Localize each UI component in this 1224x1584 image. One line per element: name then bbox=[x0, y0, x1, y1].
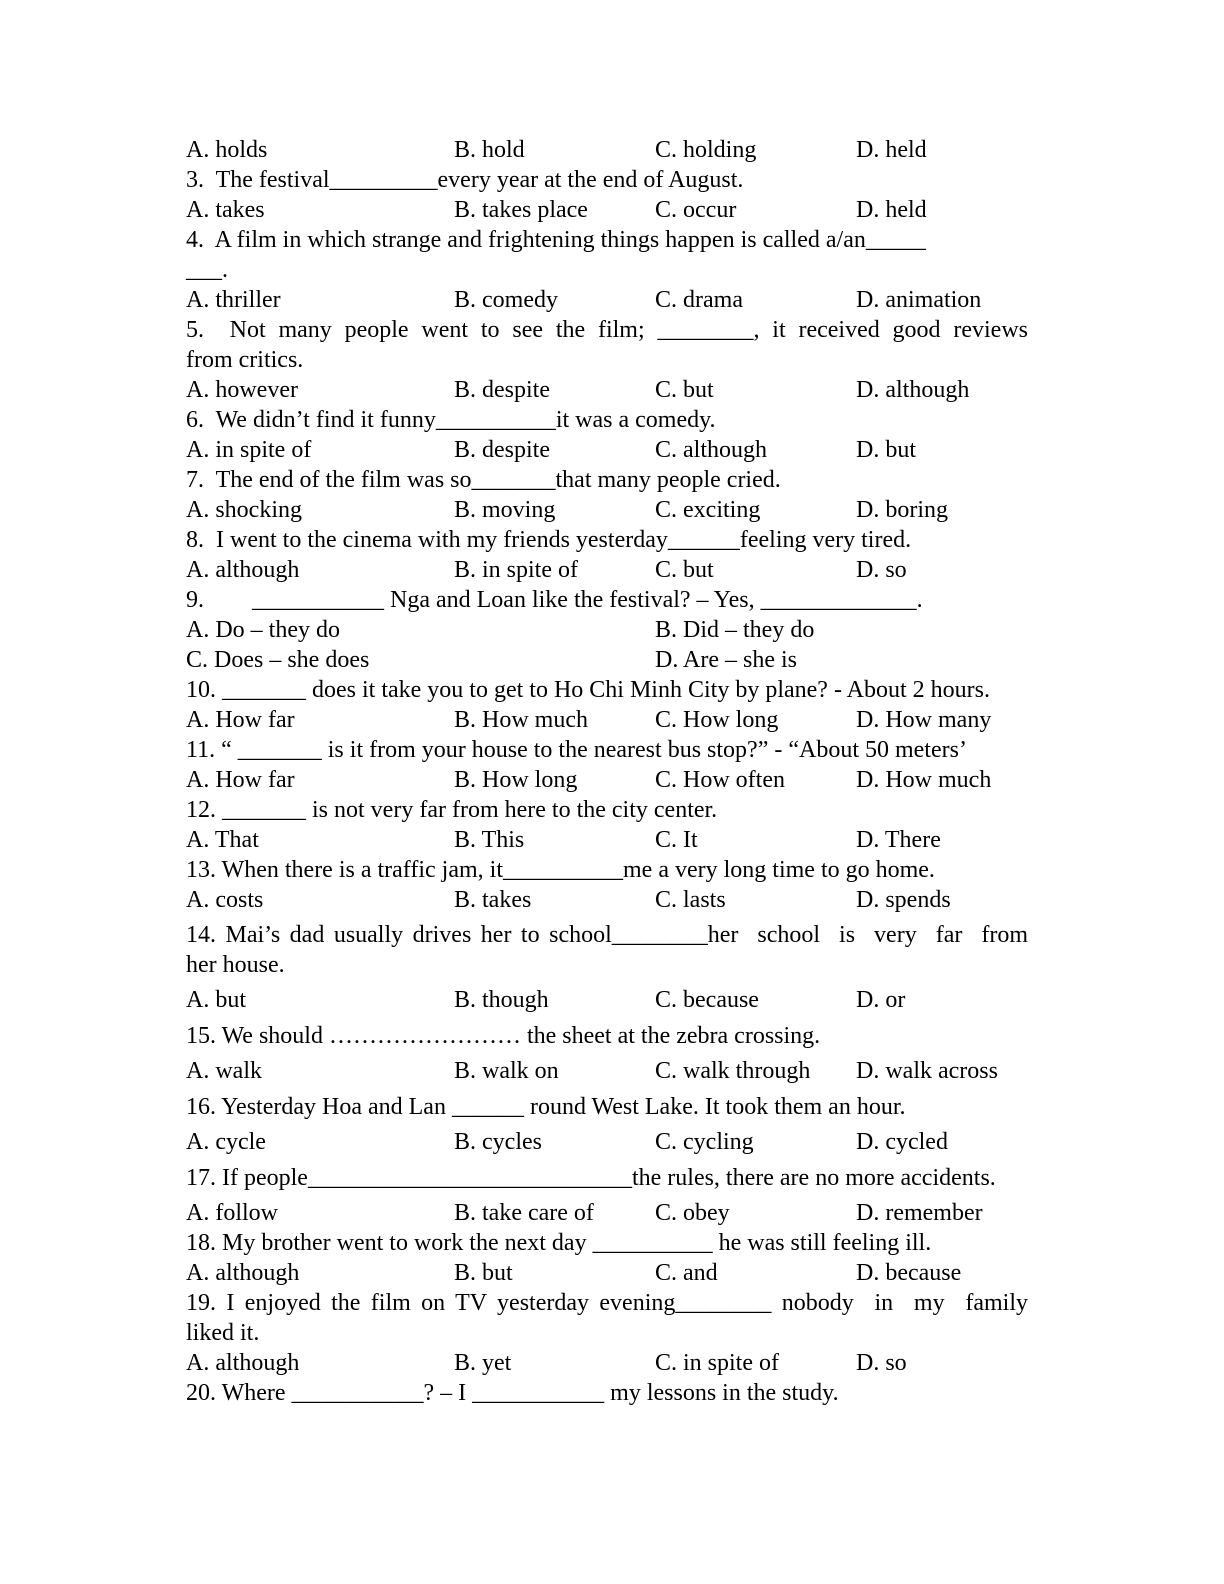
answer-option: C. How often bbox=[655, 767, 785, 793]
answer-option: C. Does – she does bbox=[186, 647, 370, 673]
answer-option: C. but bbox=[655, 377, 714, 403]
answer-option: A. shocking bbox=[186, 497, 302, 523]
answer-option: B. hold bbox=[454, 137, 525, 163]
answer-option: A. although bbox=[186, 557, 300, 583]
answer-option: A. although bbox=[186, 1260, 300, 1286]
answer-option: A. although bbox=[186, 1350, 300, 1376]
answer-option: D. How much bbox=[856, 767, 992, 793]
answer-option: B. moving bbox=[454, 497, 556, 523]
answer-option: A. holds bbox=[186, 137, 268, 163]
answer-option: B. but bbox=[454, 1260, 513, 1286]
answer-option: A. thriller bbox=[186, 287, 281, 313]
answer-option: A. follow bbox=[186, 1200, 278, 1226]
answer-option: D. How many bbox=[856, 707, 992, 733]
answer-option: B. take care of bbox=[454, 1200, 594, 1226]
answer-option: C. obey bbox=[655, 1200, 730, 1226]
answer-option: B. despite bbox=[454, 377, 550, 403]
answer-option: B. This bbox=[454, 827, 525, 853]
answer-option: A. How far bbox=[186, 707, 295, 733]
question-line: 20. Where ___________? – I ___________ my lessons in the study. bbox=[186, 1380, 839, 1406]
answer-option: A. cycle bbox=[186, 1129, 266, 1155]
answer-option: A. takes bbox=[186, 197, 265, 223]
answer-option: D. held bbox=[856, 137, 927, 163]
question-line: 6. We didn’t find it funny__________it was a comedy. bbox=[186, 407, 716, 433]
question-line: 4. A film in which strange and frightening things happen is called a/an_____ bbox=[186, 227, 926, 253]
question-line: 5. Not many people went to see the film; ________, it received good reviews bbox=[186, 317, 1028, 343]
question-line: 17. If people___________________________the rules, there are no more accidents. bbox=[186, 1165, 996, 1191]
answer-option: C. cycling bbox=[655, 1129, 754, 1155]
answer-option: D. because bbox=[856, 1260, 962, 1286]
answer-option: D. animation bbox=[856, 287, 982, 313]
answer-option: C. drama bbox=[655, 287, 743, 313]
answer-option: A. That bbox=[186, 827, 259, 853]
answer-option: D. remember bbox=[856, 1200, 983, 1226]
answer-option: D. held bbox=[856, 197, 927, 223]
answer-option: A. costs bbox=[186, 887, 264, 913]
answer-option: D. walk across bbox=[856, 1058, 998, 1084]
answer-option: C. and bbox=[655, 1260, 718, 1286]
question-line: liked it. bbox=[186, 1320, 260, 1346]
answer-option: B. walk on bbox=[454, 1058, 559, 1084]
answer-option: D. Are – she is bbox=[655, 647, 797, 673]
answer-option: C. because bbox=[655, 987, 759, 1013]
answer-option: A. however bbox=[186, 377, 298, 403]
answer-option: A. in spite of bbox=[186, 437, 312, 463]
answer-option: C. in spite of bbox=[655, 1350, 779, 1376]
answer-option: C. It bbox=[655, 827, 698, 853]
question-line: 18. My brother went to work the next day __________ he was still feeling ill. bbox=[186, 1230, 932, 1256]
answer-option: D. although bbox=[856, 377, 970, 403]
answer-option: C. exciting bbox=[655, 497, 761, 523]
answer-option: B. in spite of bbox=[454, 557, 578, 583]
answer-option: A. How far bbox=[186, 767, 295, 793]
question-line: 7. The end of the film was so_______that many people cried. bbox=[186, 467, 781, 493]
question-line: 15. We should …………………… the sheet at the zebra crossing. bbox=[186, 1023, 821, 1049]
answer-option: B. though bbox=[454, 987, 549, 1013]
question-line: ___. bbox=[186, 257, 228, 283]
answer-option: D. or bbox=[856, 987, 906, 1013]
question-line: 12. _______ is not very far from here to the city center. bbox=[186, 797, 718, 823]
answer-option: D. so bbox=[856, 1350, 907, 1376]
question-line: 8. I went to the cinema with my friends yesterday______feeling very tired. bbox=[186, 527, 912, 553]
question-line: 16. Yesterday Hoa and Lan ______ round West Lake. It took them an hour. bbox=[186, 1094, 906, 1120]
answer-option: C. but bbox=[655, 557, 714, 583]
answer-option: B. How long bbox=[454, 767, 578, 793]
question-line: 14. Mai’s dad usually drives her to school________her school is very far from bbox=[186, 922, 1028, 948]
answer-option: D. but bbox=[856, 437, 916, 463]
answer-option: D. so bbox=[856, 557, 907, 583]
question-line: her house. bbox=[186, 952, 285, 978]
answer-option: D. spends bbox=[856, 887, 951, 913]
answer-option: C. holding bbox=[655, 137, 757, 163]
answer-option: C. How long bbox=[655, 707, 779, 733]
answer-option: B. How much bbox=[454, 707, 588, 733]
question-line: 13. When there is a traffic jam, it__________me a very long time to go home. bbox=[186, 857, 935, 883]
answer-option: D. cycled bbox=[856, 1129, 948, 1155]
answer-option: C. walk through bbox=[655, 1058, 811, 1084]
answer-option: C. occur bbox=[655, 197, 737, 223]
question-line: 11. “ _______ is it from your house to the nearest bus stop?” - “About 50 meters’ bbox=[186, 737, 967, 763]
answer-option: B. yet bbox=[454, 1350, 512, 1376]
answer-option: B. takes bbox=[454, 887, 532, 913]
answer-option: C. lasts bbox=[655, 887, 726, 913]
answer-option: B. despite bbox=[454, 437, 550, 463]
answer-option: C. although bbox=[655, 437, 767, 463]
answer-option: B. cycles bbox=[454, 1129, 542, 1155]
answer-option: A. Do – they do bbox=[186, 617, 340, 643]
answer-option: D. boring bbox=[856, 497, 948, 523]
answer-option: B. comedy bbox=[454, 287, 558, 313]
answer-option: D. There bbox=[856, 827, 941, 853]
question-line: 10. _______ does it take you to get to Ho Chi Minh City by plane? - About 2 hours. bbox=[186, 677, 990, 703]
answer-option: A. walk bbox=[186, 1058, 262, 1084]
question-line: from critics. bbox=[186, 347, 304, 373]
question-line: 19. I enjoyed the film on TV yesterday evening________ nobody in my family bbox=[186, 1290, 1028, 1316]
question-line: 9. ___________ Nga and Loan like the festival? – Yes, _____________. bbox=[186, 587, 923, 613]
question-line: 3. The festival_________every year at the end of August. bbox=[186, 167, 744, 193]
answer-option: B. takes place bbox=[454, 197, 588, 223]
answer-option: A. but bbox=[186, 987, 246, 1013]
answer-option: B. Did – they do bbox=[655, 617, 815, 643]
